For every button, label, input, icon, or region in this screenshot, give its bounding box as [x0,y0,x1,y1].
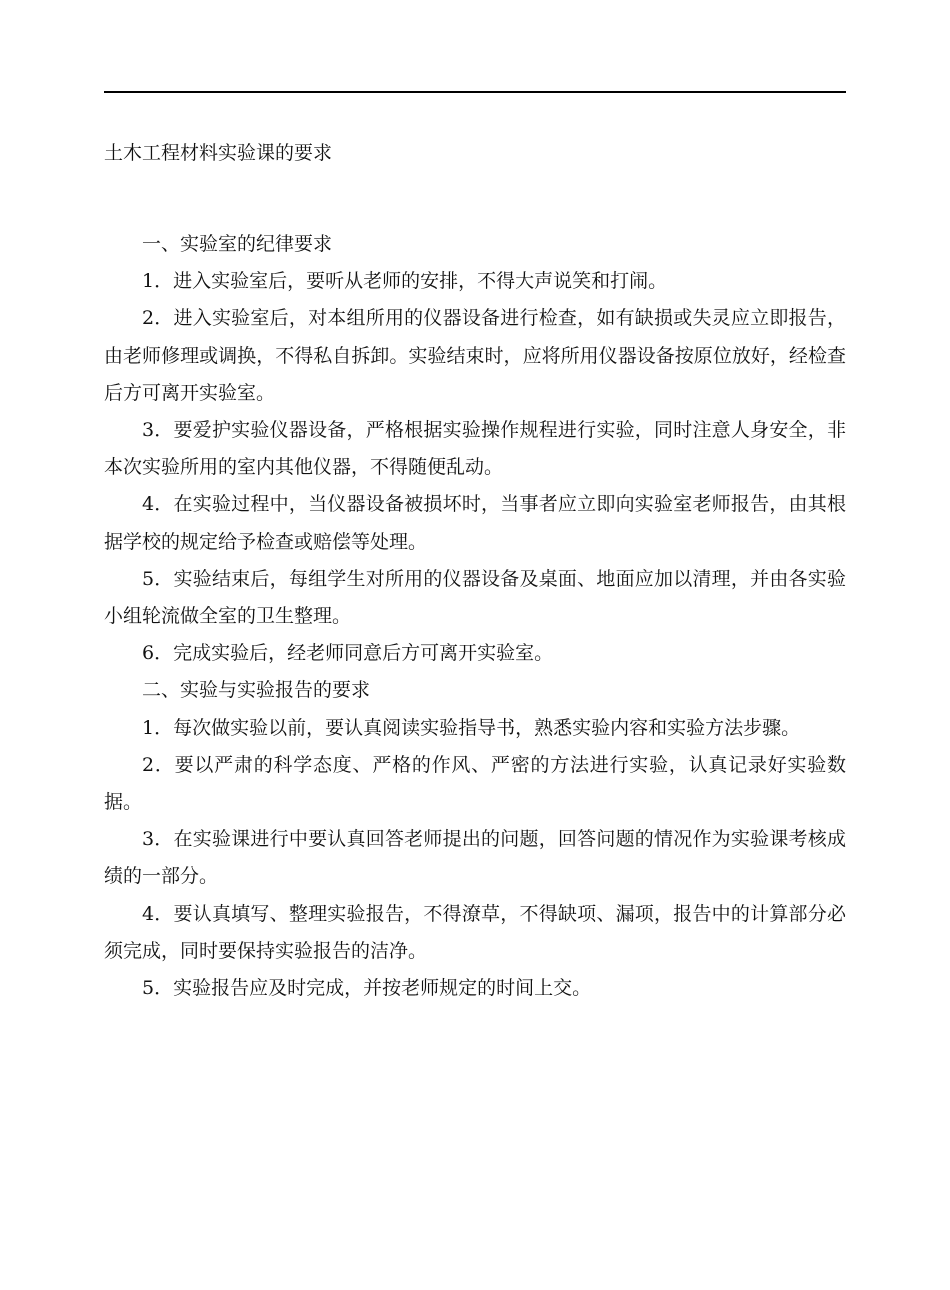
report-item-3: 3．在实验课进行中要认真回答老师提出的问题，回答问题的情况作为实验课考核成绩的一部分。 [104,828,846,888]
report-item-1: 1．每次做实验以前，要认真阅读实验指导书，熟悉实验内容和实验方法步骤。 [142,716,801,739]
discipline-item-6: 6．完成实验后，经老师同意后方可离开实验室。 [142,642,554,665]
section-heading-discipline: 一、实验室的纪律要求 [142,233,333,255]
discipline-item-4: 4．在实验过程中，当仪器设备被损坏时，当事者应立即向实验室老师报告，由其根据学校的规定给予检查或赔偿等处理。 [104,493,846,553]
discipline-item-3: 3．要爱护实验仪器设备，严格根据实验操作规程进行实验，同时注意人身安全，非本次实验所用的室内其他仪器，不得随便乱动。 [104,419,846,479]
discipline-item-1: 1．进入实验室后，要听从老师的安排，不得大声说笑和打闹。 [142,270,668,293]
report-item-4: 4．要认真填写、整理实验报告，不得潦草，不得缺项、漏项，报告中的计算部分必须完成，同时要保持实验报告的洁净。 [104,902,846,962]
discipline-item-5: 5．实验结束后，每组学生对所用的仪器设备及桌面、地面应加以清理，并由各实验小组轮流做全室的卫生整理。 [104,567,846,628]
section-heading-report: 二、实验与实验报告的要求 [142,679,371,702]
report-item-2: 2．要以严肃的科学态度、严格的作风、严密的方法进行实验，认真记录好实验数据。 [104,753,846,814]
discipline-item-2: 2．进入实验室后，对本组所用的仪器设备进行检查，如有缺损或失灵应立即报告，由老师修理或调换，不得私自拆卸。实验结束时，应将所用仪器设备按原位放好，经检查后方可离开实验室。 [104,307,846,404]
document-title: 土木工程材料实验课的要求 [104,142,333,164]
report-item-5: 5．实验报告应及时完成，并按老师规定的时间上交。 [142,977,592,1000]
header-rule [104,91,846,93]
document-body [104,226,846,1007]
